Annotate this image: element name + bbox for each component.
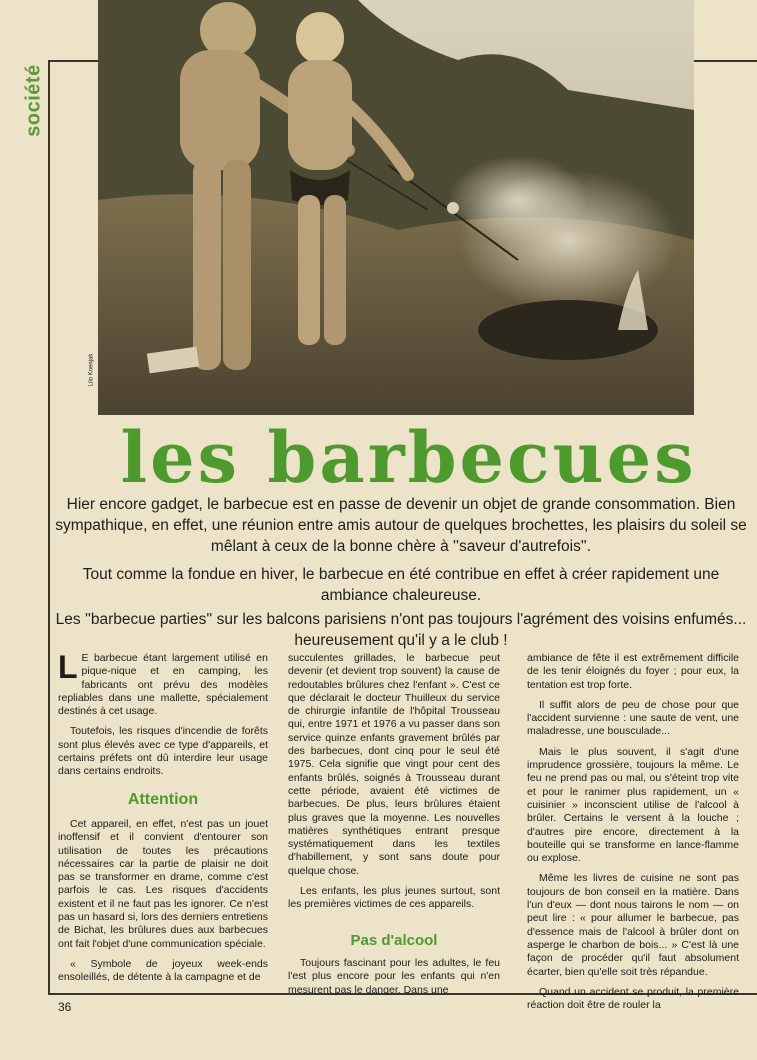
body-text: E barbecue étant largement utilisé en pique-nique et en camping, les fabricants ont prévu des modèles repliables dans une mallette, spécialement destinés à cet usage. [58,652,268,718]
body-paragraph: Les enfants, les plus jeunes surtout, sont les premières victimes de ces appareils. [288,885,500,911]
body-paragraph: Cet appareil, en effet, n'est pas un jouet inoffensif et il convient d'entourer son utilisation de toutes les précautions nécessaires car la partie de plaisir ne doit pas se transformer en drame, comme c'est parfois le cas. Les risques d'accidents existent et il ne faut pas les ignorer. Ce n'est pas un hasard si, lors des derniers entretiens de Bichat, les brûlures dues aux barbecues ont fait l'objet d'une communication spéciale. [58,817,268,950]
body-paragraph: Toutefois, les risques d'incendie de forêts sont plus élevés avec ce type d'appareils, et certains préfets ont dû interdire leur usage dans certains endroits. [58,725,268,778]
body-paragraph: Quand un accident se produit, la première réaction doit être de rouler la [527,985,739,1012]
photo-credit-text: Lilo Koenjak [88,353,95,387]
page-number: 36 [58,1000,72,1014]
body-paragraph [58,649,268,718]
body-paragraph: Même les livres de cuisine ne sont pas toujours de bon conseil en la matière. Dans l'un d'eux — dont nous tairons le nom — on peut lire : « pour allumer le barbecue, pas d'essence mais de l'alcool à brûler dont on asperge le charbon de bois... » C'est là une façon de procéder qu'il faut absolument écarter, bien qu'elle soit très répandue. [527,872,739,978]
body-paragraph: ambiance de fête il est extrêmement difficile de les tenir éloignés du foyer ; pour eux, la tentation est trop forte. [527,652,739,691]
intro-paragraph: Hier encore gadget, le barbecue est en passe de devenir un objet de grande consommation. Bien sympathique, en effet, une réunion entre amis autour de quelques brochettes, les plaisirs du soleil se mêlant à ceux de la bonne chère à ''saveur d'autrefois''. [55,496,747,555]
text-column-2 [288,652,500,1004]
body-paragraph: Il suffit alors de peu de chose pour que l'accident survienne : une saute de vent, une maladresse, une bousculade... [527,698,739,738]
text-column-3 [527,652,739,1019]
intro-paragraph: Les ''barbecue parties'' sur les balcons parisiens n'ont pas toujours l'agrément des voisins enfumés... heureusement qu'il y a le club ! [55,611,747,649]
intro-paragraph: Tout comme la fondue en hiver, le barbecue en été contribue en effet à créer rapidement une ambiance chaleureuse. [82,566,720,604]
section-label-text: société [22,63,45,137]
article-headline: les barbecues [120,416,697,499]
subheading-pas-d-alcool: Pas d'alcool [350,931,438,949]
photo-credit [84,330,98,410]
body-paragraph: « Symbole de joyeux week-ends ensoleillés, de détente à la campagne et de [58,957,268,984]
article-intro [55,494,747,658]
subheading-attention: Attention [127,790,199,808]
page-frame-left-rule [48,60,50,995]
text-column-1 [58,649,268,992]
body-paragraph: succulentes grillades, le barbecue peut devenir (et devient trop souvent) la cause de redoutables brûlures chez l'enfant ». C'est ce que déclarait le docteur Thuilleux du service de chirurgie infantile de l'hôpital Trousseau qui, entre 1971 et 1976 a vu passer dans son service quinze enfants gravement brûlés par des barbecues, dont cinq pour le seul été 1975. Cela signifie que vingt pour cent des enfants brûlés, soignés à Trousseau durant cette période, avaient été victimes de barbecues. De plus, leurs brûlures étaient plus graves que la moyenne. Les nouvelles matières synthétiques entrant presque systématiquement dans les textiles d'habillement, y sont sans doute pour quelque chose. [288,652,500,877]
section-label [20,60,48,140]
children-barbecue-photo [98,0,694,415]
drop-cap: L [58,649,78,685]
body-paragraph: Mais le plus souvent, il s'agit d'une imprudence grossière, toujours la même. Le feu ne prend pas ou mal, ou s'éteint trop vite et pour le ranimer plus rapidement, un « cuisinier » inconscient utilise de l'alcool à brûler. Certains le versent à la louche ; d'autres pire encore, directement à la bouteille qui se transforme en lance-flamme ou explose. [527,745,739,865]
body-paragraph: Toujours fascinant pour les adultes, le feu l'est plus encore pour les enfants qui n'en mesurent pas le danger. Dans une [288,956,500,996]
article-photo [98,0,694,415]
